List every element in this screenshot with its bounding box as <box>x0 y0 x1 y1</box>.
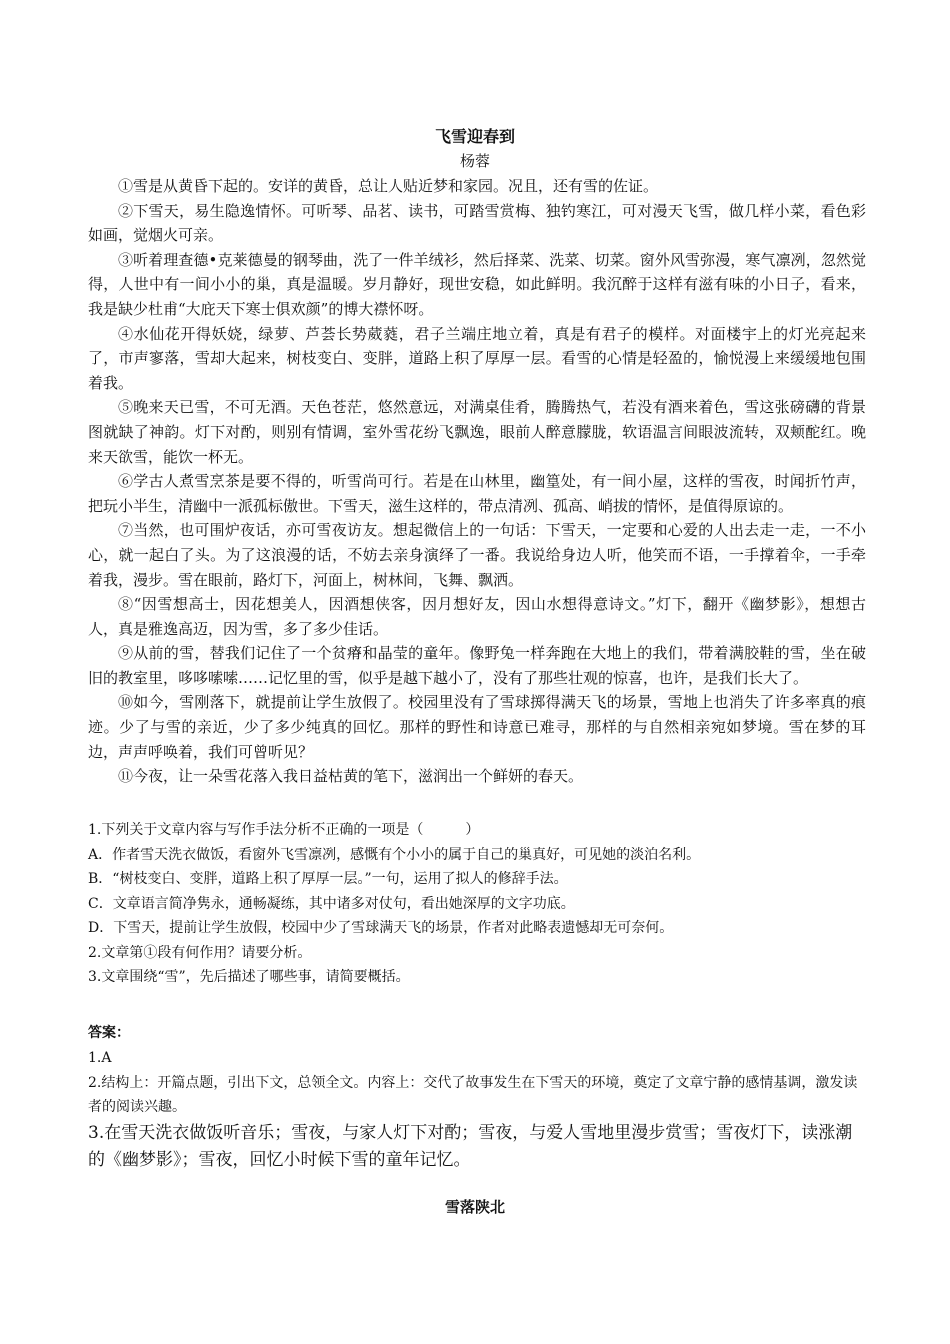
answer-1: 1.A <box>88 1050 112 1066</box>
article-body <box>88 174 866 789</box>
paragraph: ②下雪天，易生隐逸情怀。可听琴、品茗、读书，可踏雪赏梅、独钓寒江，可对漫天飞雪，做几样小菜，看色彩如画，觉烟火可亲。 <box>88 201 866 245</box>
paragraph: ⑥学古人煮雪烹茶是要不得的，听雪尚可行。若是在山林里，幽篁处，有一间小屋，这样的雪夜，时闻折竹声，把玩小半生，清幽中一派孤标傲世。下雪天，滋生这样的，带点清冽、孤高、峭拔的情怀，是值得原谅的。 <box>88 472 866 515</box>
questions-section <box>88 818 888 990</box>
paragraph: ⑦当然，也可围炉夜话，亦可雪夜访友。想起微信上的一句话：下雪天，一定要和心爱的人出去走一走，一不小心，就一起白了头。为了这浪漫的话，不妨去亲身演绎了一番。我说给身边人听，他笑而不语，一手撑着伞，一手牵着我，漫步。雪在眼前，路灯下，河面上，树林间，飞舞、飘洒。 <box>88 521 866 589</box>
question-2: 2.文章第①段有何作用？请要分析。 <box>88 944 312 961</box>
option-d: D．下雪天，提前让学生放假，校园中少了雪球满天飞的场景，作者对此略表遗憾却无可奈何。 <box>88 920 674 936</box>
paragraph: ⑩如今，雪刚落下，就提前让学生放假了。校园里没有了雪球掷得满天飞的场景，雪地上也消失了许多率真的痕迹。少了与雪的亲近，少了多少纯真的回忆。那样的野性和诗意已难寻，那样的与自然相亲宛如梦境。雪在梦的耳边，声声呼唤着，我们可曾听见？ <box>88 693 866 761</box>
question-1: 1.下列关于文章内容与写作手法分析不正确的一项是（ ） <box>88 822 480 838</box>
option-a: A．作者雪天洗衣做饭，看窗外飞雪凛冽，感慨有个小小的属于自己的巢真好，可见她的淡泊名利。 <box>88 846 701 863</box>
article-author: 杨蓉 <box>459 152 490 170</box>
article-title: 飞雪迎春到 <box>434 127 515 146</box>
option-c: C．文章语言简净隽永，通畅凝练，其中诸多对仗句，看出她深厚的文字功底。 <box>88 895 575 912</box>
option-b: B．“树枝变白、变胖，道路上积了厚厚一层。”一句，运用了拟人的修辞手法。 <box>88 871 568 887</box>
answer-3: 3.在雪天洗衣做饭听音乐；雪夜，与家人灯下对酌；雪夜，与爱人雪地里漫步赏雪；雪夜灯下，读涨潮的《幽梦影》；雪夜，回忆小时候下雪的童年记忆。 <box>88 1122 853 1170</box>
paragraph: ⑪今夜，让一朵雪花落入我日益枯黄的笔下，滋润出一个鲜妍的春天。 <box>118 767 584 786</box>
paragraph: ⑤晚来天已雪，不可无酒。天色苍茫，悠然意远，对满桌佳肴，腾腾热气，若没有酒来着色，雪这张磅礴的背景图就缺了神韵。灯下对酌，则别有情调，室外雪花纷飞飘逸，眼前人醉意朦胧，软语温言间眼波流转，双颊酡红。晚来天欲雪，能饮一杯无。 <box>88 398 866 466</box>
paragraph: ⑧“因雪想高士，因花想美人，因酒想侠客，因月想好友，因山水想得意诗文。”灯下，翻开《幽梦影》，想想古人，真是雅逸高迈，因为雪，多了多少佳话。 <box>88 595 866 638</box>
answer-2: 2.结构上：开篇点题，引出下文，总领全文。内容上：交代了故事发生在下雪天的环境，奠定了文章宁静的感情基调，激发读者的阅读兴趣。 <box>88 1074 858 1115</box>
paragraph: ①雪是从黄昏下起的。安详的黄昏，总让人贴近梦和家园。况且，还有雪的佐证。 <box>118 177 659 195</box>
next-article-title: 雪落陕北 <box>444 1198 505 1216</box>
paragraph: ⑨从前的雪，替我们记住了一个贫瘠和晶莹的童年。像野兔一样奔跑在大地上的我们，带着满胶鞋的雪，坐在破旧的教室里，哆哆嗦嗦……记忆里的雪，似乎是越下越小了，没有了那些壮观的惊喜，也许，是我们长大了。 <box>88 644 866 687</box>
paragraph: ③听着理查德•克莱德曼的钢琴曲，洗了一件羊绒衫，然后择菜、洗菜、切菜。窗外风雪弥漫，寒气凛冽，忽然觉得，人世中有一间小小的巢，真是温暖。岁月静好，现世安稳，如此鲜明。我沉醉于这样有滋有味的小日子，看来，我是缺少杜甫“大庇天下寒士俱欢颜”的博大襟怀呀。 <box>88 250 866 318</box>
paragraph: ④水仙花开得妖娆，绿萝、芦荟长势葳蕤，君子兰端庄地立着，真是有君子的模样。对面楼宇上的灯光亮起来了，市声寥落，雪却大起来，树枝变白、变胖，道路上积了厚厚一层。看雪的心情是轻盈的，愉悦漫上来缓缓地包围着我。 <box>88 324 866 392</box>
answers-heading: 答案： <box>88 1025 130 1041</box>
question-3: 3.文章围绕“雪”，先后描述了哪些事，请简要概括。 <box>88 969 410 985</box>
answers-section <box>88 1046 866 1174</box>
